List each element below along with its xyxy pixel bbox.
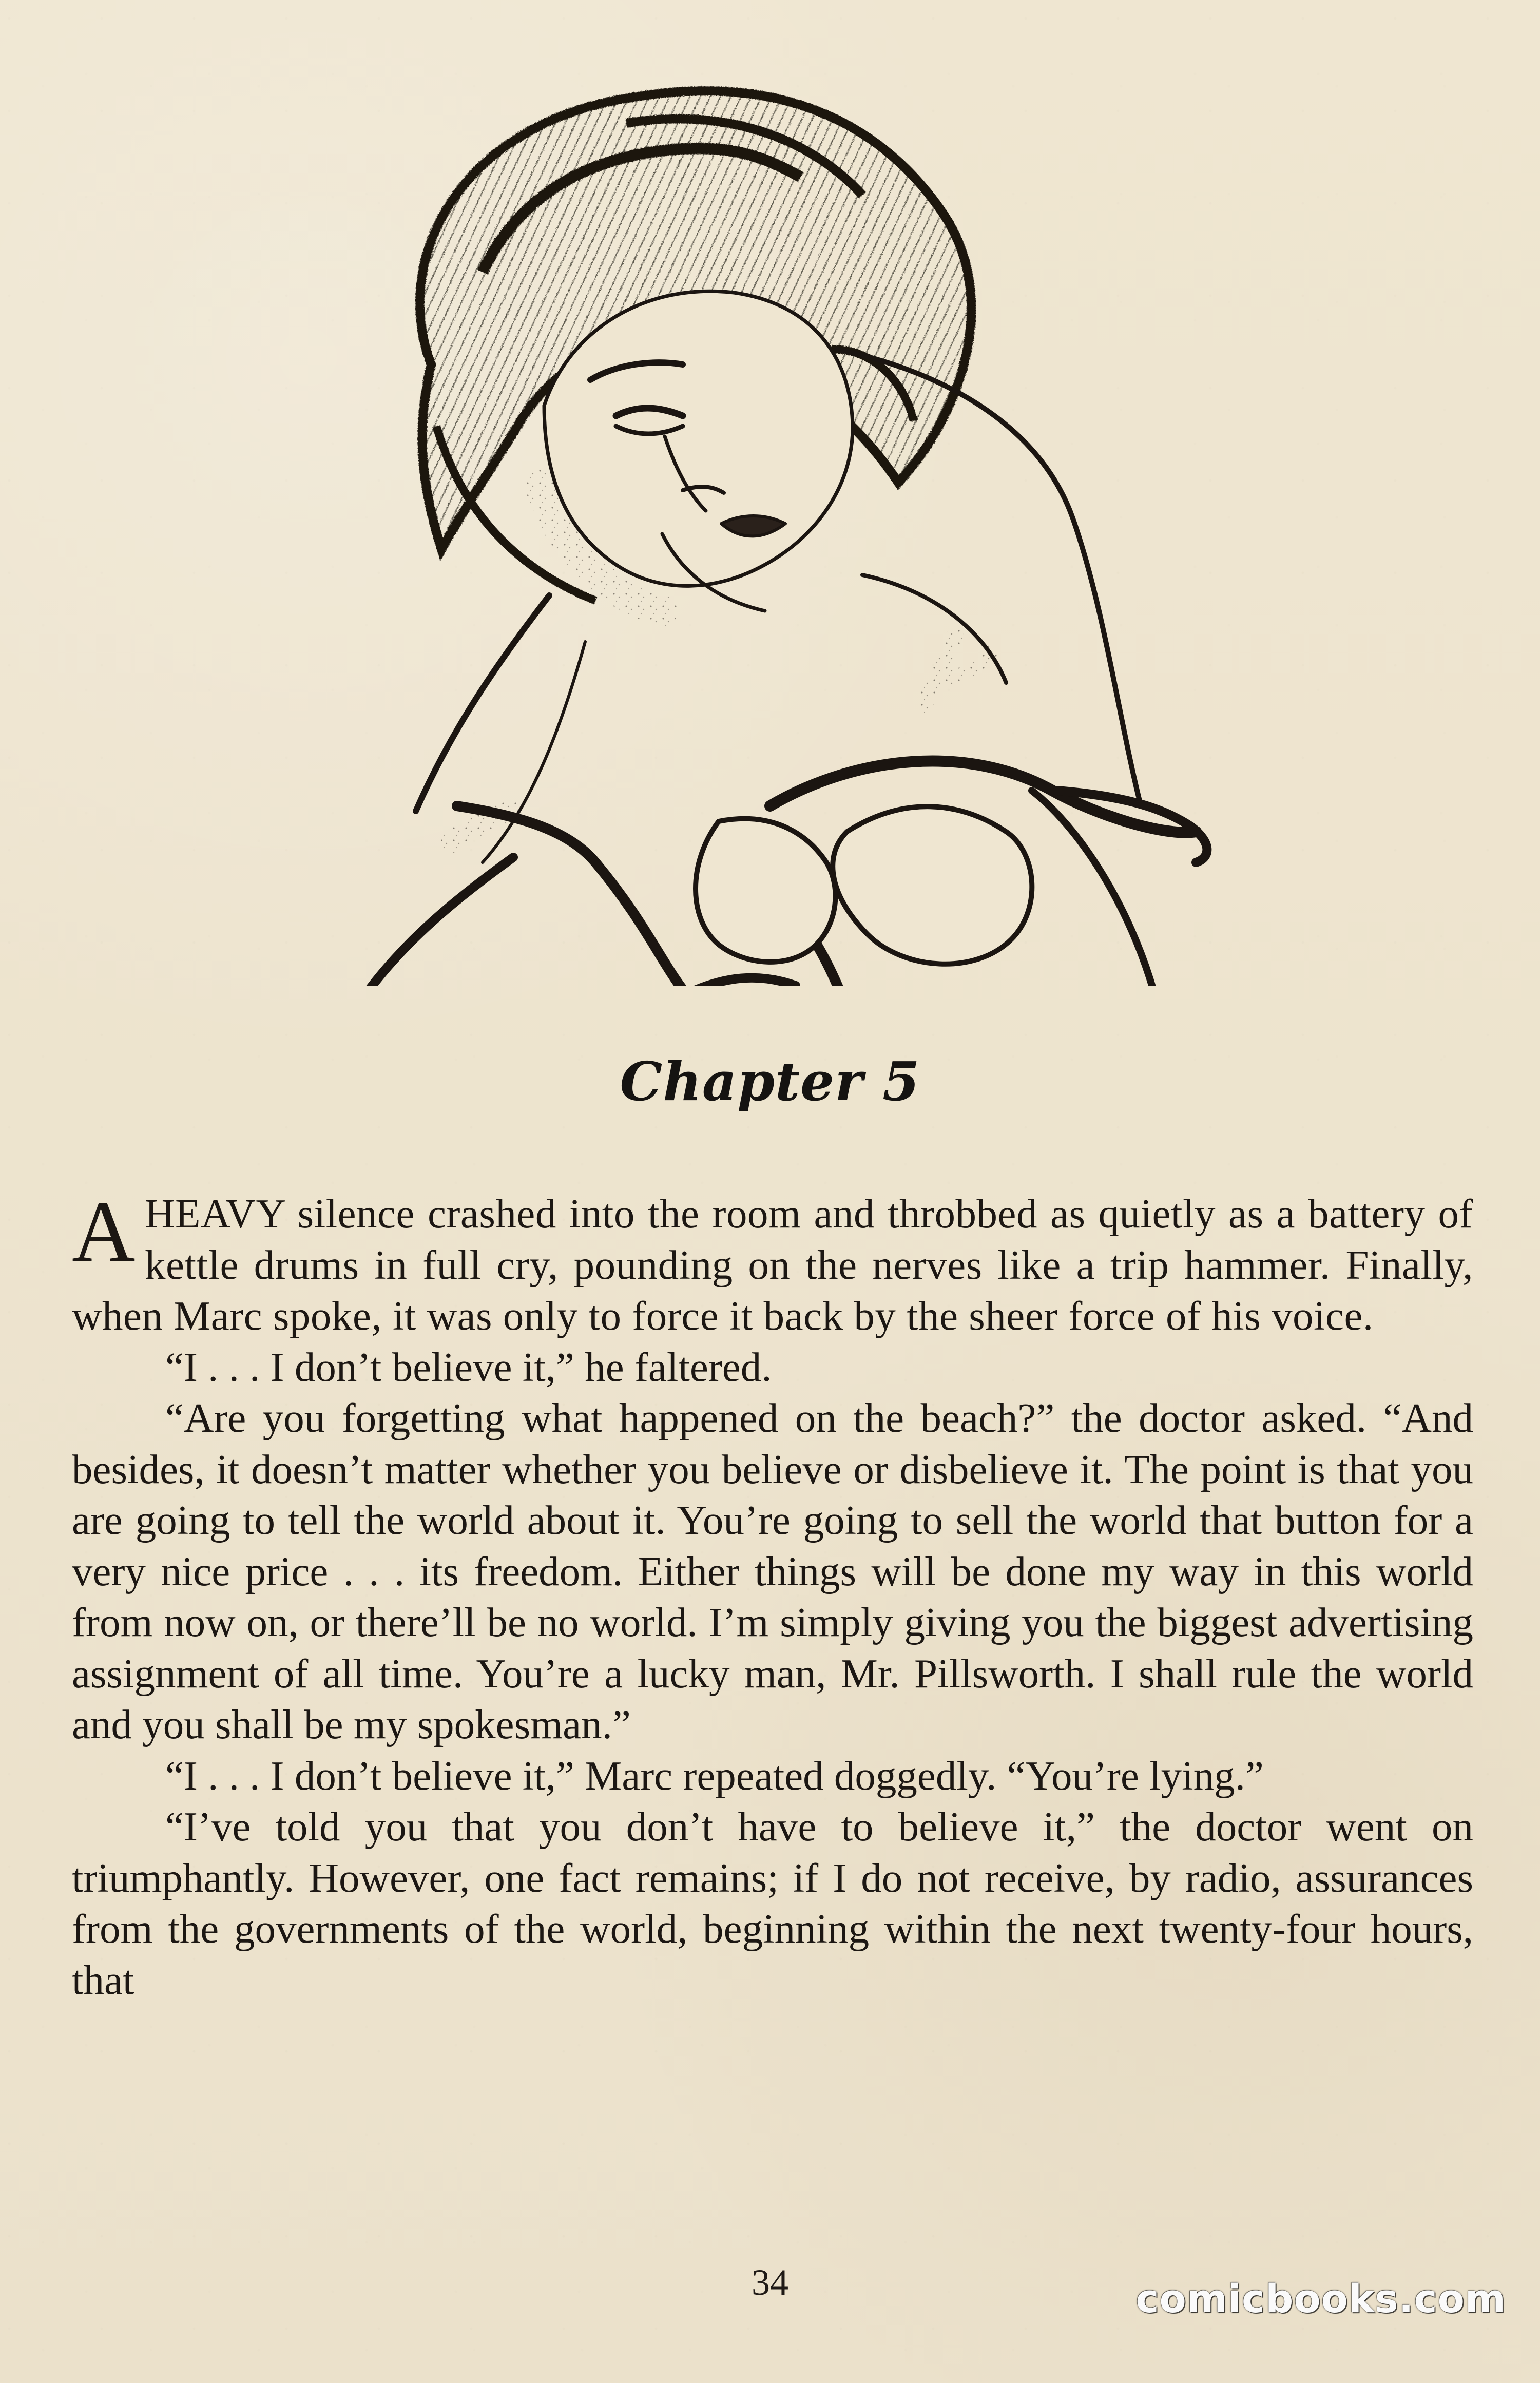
chapter-title: Chapter 5 [620,1050,920,1113]
page-number: 34 [752,2262,788,2303]
paragraph-5: “I’ve told you that you don’t have to believe it,” the doctor went on triumphantly. However, one fact remains; if I do not receive, by radio, assurances from the governments of the world, beginning within the next twenty-four hours, that [72,1803,1473,2003]
paragraph-1 [72,1183,1473,1342]
paragraph-4: “I . . . I don’t believe it,” Marc repeated doggedly. “You’re lying.” [165,1752,1264,1799]
drop-cap: A [72,1183,136,1280]
paragraph-2: “I . . . I don’t believe it,” he faltered. [165,1343,772,1390]
dress-icon [364,637,1207,986]
paragraph-1-text: HEAVY silence crashed into the room and throbbed as quietly as a battery of kettle drums in full cry, pounding on the nerves like a trip hammer. Finally, when Marc spoke, it was only to force it back by the sheer force of his voice. [72,1190,1473,1339]
face-icon [539,291,853,611]
woman-illustration [329,62,1258,986]
site-watermark: comicbooks.com [1135,2276,1506,2321]
paragraph-3: “Are you forgetting what happened on the beach?” the doctor asked. “And besides, it doesn’t matter whether you believe or disbelieve it. The point is that you are going to tell the world about it. You’re going to sell the world that button for a very nice price . . . its freedom. Either things will be done my way in this world from now on, or there’ll be no world. I’m simply giving you the biggest advertising assignment of all time. You’re a lucky man, Mr. Pillsworth. I shall rule the world and you shall be my spokesman.” [72,1395,1473,1747]
story-text [72,1183,1473,2006]
